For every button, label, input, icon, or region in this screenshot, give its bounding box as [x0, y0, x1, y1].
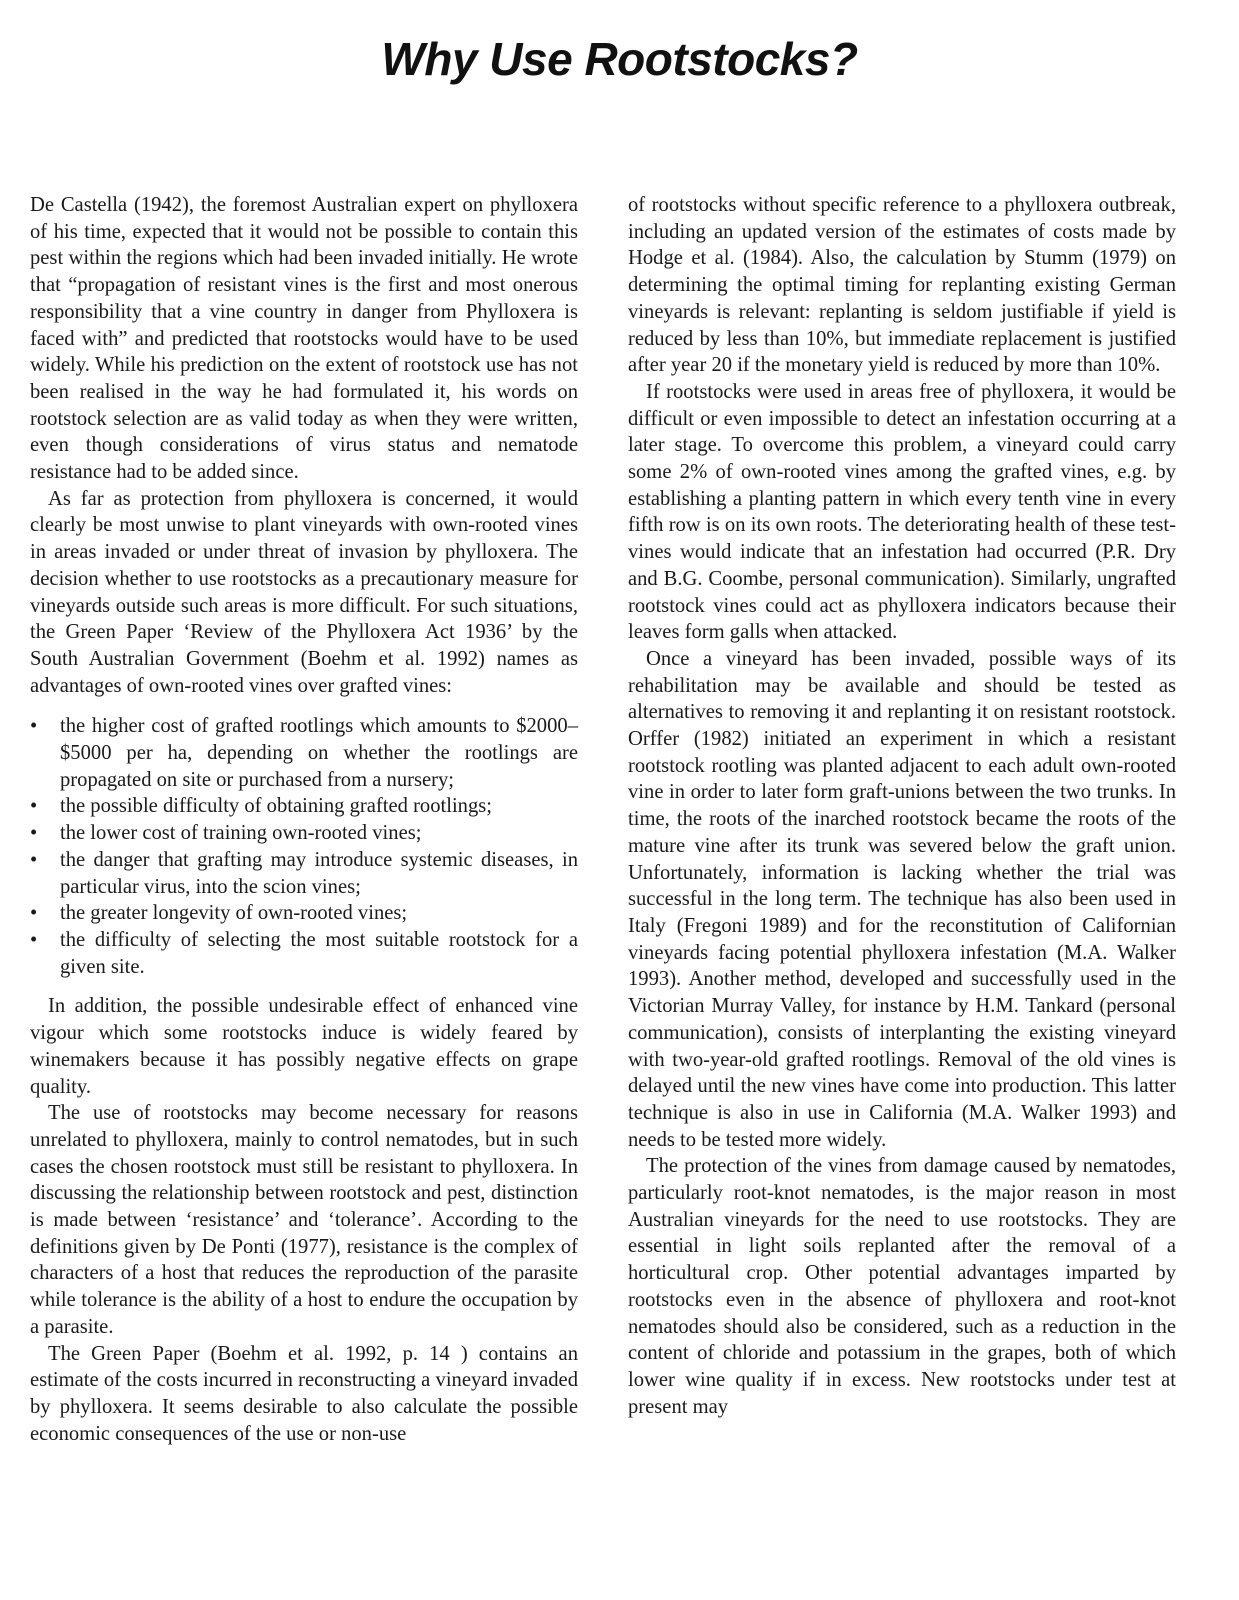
list-item [30, 713, 578, 793]
list-item-text: the greater longevity of own-rooted vines; [60, 902, 408, 925]
bullet-icon: • [30, 902, 38, 925]
paragraph-vigour: In addition, the possible undesirable effect of enhanced vine vigour which some rootstocks induce is widely feared by winemakers because it has possibly negative effects on grape quality. [30, 995, 578, 1098]
paragraph-free-areas: If rootstocks were used in areas free of phylloxera, it would be difficult or even impossible to detect an infestation occurring at a later stage. To overcome this problem, a vineyard could carry some 2% of own-rooted vines among the grafted vines, e.g. by establishing a planting pattern in which every tenth vine in every fifth row is on its own roots. The deteriorating health of these test-vines would indicate that an infestation had occurred (P.R. Dry and B.G. Coombe, personal communication). Similarly, ungrafted rootstock vines could act as phylloxera indicators because their leaves form galls when attacked. [628, 380, 1176, 644]
paragraph-green-paper: The Green Paper (Boehm et al. 1992, p. 14 ) contains an estimate of the costs incurred in reconstructing a vineyard invaded by phylloxera. It seems desirable to also calculate the possible economic consequences of the use or non-use [30, 1342, 578, 1445]
paragraph-nematode-protection: The protection of the vines from damage caused by nematodes, particularly root-knot nematodes, is the major reason in most Australian vineyards for the need to use rootstocks. They are essential in light soils replanted after the removal of a horticultural crop. Other potential advantages imparted by rootstocks even in the absence of phylloxera and root-knot nematodes should also be considered, such as a reduction in the content of chloride and potassium in the grapes, both of which lower wine quality if in excess. New rootstocks under test at present may [628, 1155, 1176, 1418]
advantages-list [30, 713, 578, 980]
right-column [628, 192, 1176, 1420]
left-column [30, 192, 578, 1447]
bullet-icon: • [30, 715, 38, 738]
bullet-icon: • [30, 848, 38, 871]
bullet-icon: • [30, 795, 38, 818]
page-title: Why Use Rootstocks? [381, 33, 858, 85]
list-item [30, 927, 578, 980]
paragraph-rehabilitation: Once a vineyard has been invaded, possible ways of its rehabilitation may be available and should be tested as alternatives to removing it and replanting it on resistant rootstock. Orffer (1982) initiated an experiment in which a resistant rootstock rootling was planted adjacent to each adult own-rooted vine in order to later form graft-unions between the two trunks. In time, the roots of the inarched rootstock became the roots of the mature vine after its trunk was severed below the graft union. Unfortunately, information is lacking whether the trial was successful in the long term. The technique has also been used in Italy (Fregoni 1989) and for the reconstitution of Californian vineyards facing potential phylloxera infestation (M.A. Walker 1993). Another method, developed and successfully used in the Victorian Murray Valley, for instance by H.M. Tankard (personal communication), consists of interplanting the existing vineyard with two-year-old grafted rootlings. Removal of the old vines is delayed until the new vines have come into production. This latter technique is also in use in California (M.A. Walker 1993) and needs to be tested more widely. [628, 647, 1176, 1151]
paragraph-de-castella: De Castella (1942), the foremost Australian expert on phylloxera of his time, expected that it would not be possible to contain this pest within the regions which had been invaded initially. He wrote that “propagation of resistant vines is the first and most onerous responsibility that a vine country in danger from Phylloxera is faced with” and predicted that rootstocks would have to be used widely. While his prediction on the extent of rootstock use has not been realised in the way he had formulated it, his words on rootstock selection are as valid today as when they were written, even though considerations of virus status and nematode resistance had to be added since. [30, 194, 578, 484]
list-item-text: the higher cost of grafted rootlings which amounts to $2000–$5000 per ha, depending on whether the rootlings are propagated on site or purchased from a nursery; [60, 715, 578, 791]
bullet-icon: • [30, 928, 38, 951]
paragraph-nematodes: The use of rootstocks may become necessary for reasons unrelated to phylloxera, mainly to control nematodes, but in such cases the chosen rootstock must still be resistant to phylloxera. In discussing the relationship between rootstock and pest, distinction is made between ‘resistance’ and ‘tolerance’. According to the definitions given by De Ponti (1977), resistance is the complex of characters of a host that reduces the reproduction of the parasite while tolerance is the ability of a host to endure the occupation by a parasite. [30, 1102, 578, 1338]
list-item [30, 900, 578, 927]
list-item-text: the possible difficulty of obtaining grafted rootlings; [60, 795, 493, 818]
list-item [30, 847, 578, 900]
list-item-text: the lower cost of training own-rooted vines; [60, 822, 422, 845]
bullet-icon: • [30, 822, 38, 845]
paragraph-protection: As far as protection from phylloxera is concerned, it would clearly be most unwise to plant vineyards with own-rooted vines in areas invaded or under threat of invasion by phylloxera. The decision whether to use rootstocks as a precautionary measure for vineyards outside such areas is more difficult. For such situations, the Green Paper ‘Review of the Phylloxera Act 1936’ by the South Australian Government (Boehm et al. 1992) names as advantages of own-rooted vines over grafted vines: [30, 487, 578, 697]
paragraph-rootstocks-continued: of rootstocks without specific reference to a phylloxera outbreak, including an updated version of the estimates of costs made by Hodge et al. (1984). Also, the calculation by Stumm (1979) on determining the optimal timing for replanting existing German vineyards is relevant: replanting is seldom justifiable if yield is reduced by less than 10%, but immediate replacement is justified after year 20 if the monetary yield is reduced by more than 10%. [628, 194, 1176, 377]
list-item [30, 820, 578, 847]
list-item [30, 793, 578, 820]
list-item-text: the danger that grafting may introduce systemic diseases, in particular virus, into the scion vines; [60, 848, 578, 898]
list-item-text: the difficulty of selecting the most suitable rootstock for a given site. [60, 928, 578, 978]
